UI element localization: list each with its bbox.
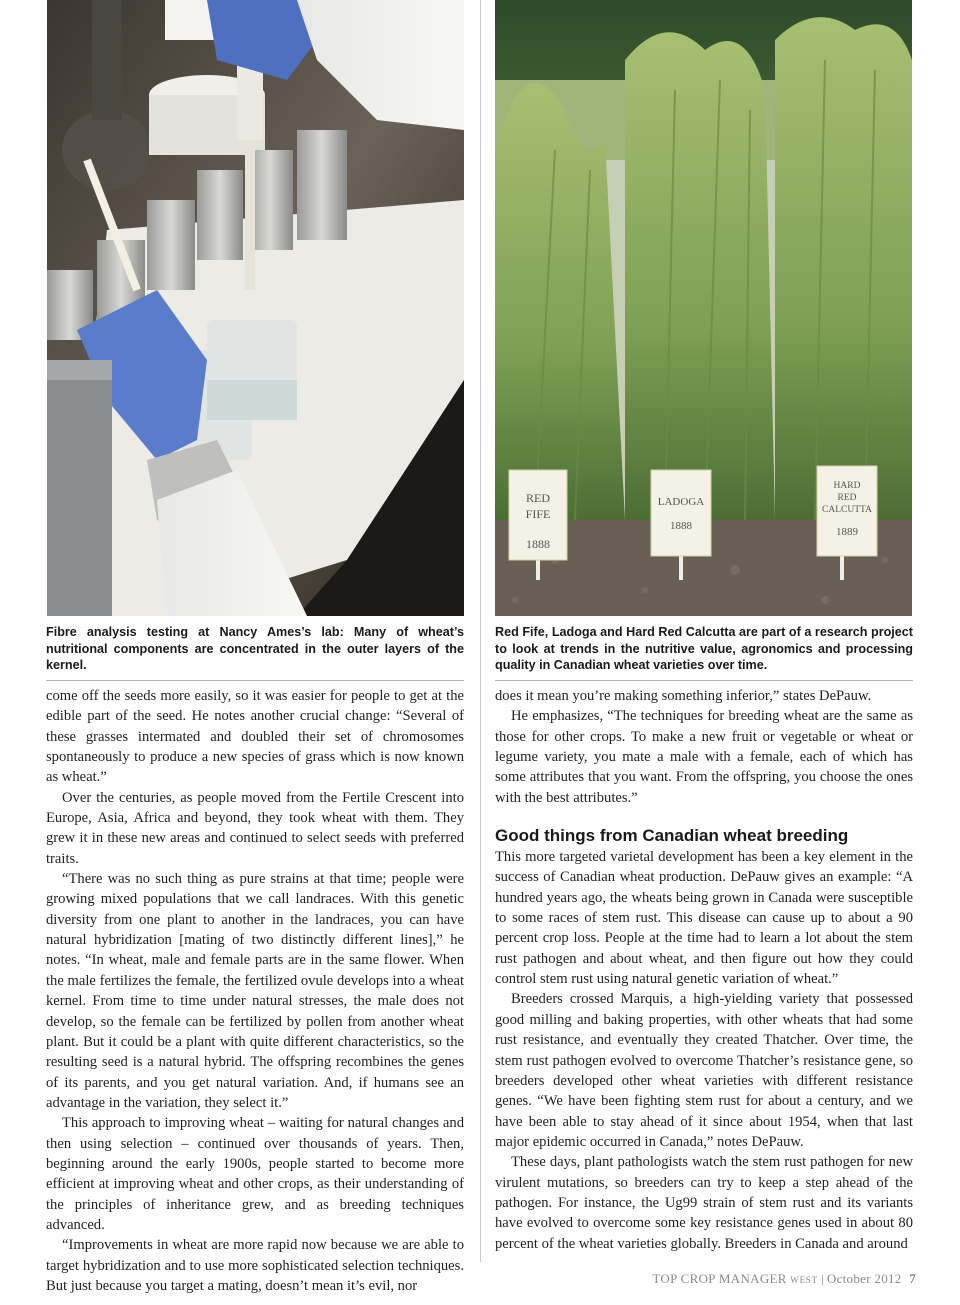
magazine-name: TOP CROP MANAGER: [652, 1271, 787, 1286]
section-heading: Good things from Canadian wheat breeding: [495, 826, 849, 846]
body-paragraph: “There was no such thing as pure strains at that time; people were growing mixed populations that we call landraces. With this genetic diversity from one plant to another in the landraces, you can have natural hybridization [mating of two distinctly different lines],” he notes. “In wheat, male and female parts are in the same flower. When the male fertilizes the female, the fertilized ovule develops into a wheat kernel. From time to time under natural stresses, the male does not develop, so the female can be fertilized by pollen from another wheat plant. But it could be a plant with quite different characteristics, so the resulting seed is a natural hybrid. The offspring recombines the genes of its parents, and you get natural variation. And, if humans see an advantage in the variation, they select it.”: [46, 871, 464, 1111]
body-paragraph: does it mean you’re making something inferior,” states DePauw.: [495, 688, 872, 704]
body-paragraph: This approach to improving wheat – waiting for natural changes and then using selection – continued over thousands of years. Then, beginning around the early 1900s, people started to become more efficient at improving wheat and other crops, as their understanding of the principles of inheritance grew, and as breeding techniques advanced.: [46, 1115, 464, 1233]
sign-ladoga: LADOGA 1888: [657, 496, 705, 532]
body-paragraph: Over the centuries, as people moved from the Fertile Crescent into Europe, Asia, Africa and beyond, they took wheat with them. They grew it in these new areas and continued to select seeds with preferred traits.: [46, 789, 464, 867]
photo-caption-right: Red Fife, Ladoga and Hard Red Calcutta are part of a research project to look at trends in the nutritive value, agronomics and processing quality in Canadian wheat varieties over time.: [495, 625, 913, 672]
lab-photo: [47, 0, 464, 616]
body-paragraph: This more targeted varietal development has been a key element in the success of Canadian wheat production. DePauw gives an example: “A hundred years ago, the wheats being grown in Canada were susceptible to some races of stem rust. This disease can cause up to about a 90 percent crop loss. People at the time had to learn a lot about the stem rust pathogen and about wheat, and then figure out how they could control stem rust using natural genetic variation of wheat.”: [495, 849, 913, 988]
body-paragraph: come off the seeds more easily, so it was easier for people to get at the edible part of the seed. He notes another crucial change: “Several of these grasses intermated and doubled their set of chromosomes spontaneously to produce a new species of grass which is now known as wheat.”: [46, 688, 464, 786]
photo-caption-left: Fibre analysis testing at Nancy Ames’s lab: Many of wheat’s nutritional components are concentrated in the outer layers of the kernel.: [46, 625, 464, 672]
body-paragraph: These days, plant pathologists watch the stem rust pathogen for new virulent mutations, so breeders can try to keep a step ahead of the pathogen. For instance, the Ug99 strain of stem rust and its variants have evolved to overcome some key resistance genes used in about 80 percent of the wheat varieties globally. Breeders in Canada and around: [495, 1154, 913, 1252]
footer-separator: |: [820, 1271, 824, 1286]
article-column-left: [46, 686, 464, 1296]
page-number: 7: [909, 1271, 916, 1286]
edition-label: WEST: [790, 1275, 818, 1285]
issue-date: October 2012: [826, 1271, 902, 1286]
article-column-right: [495, 686, 913, 1254]
page-footer: [652, 1271, 916, 1287]
body-paragraph: He emphasizes, “The techniques for breeding wheat are the same as those for other crops. To make a new fruit or vegetable or wheat or legume variety, you mate a male with a female, each of which has some attributes that you want. From the offspring, you choose the ones with the best attributes.”: [495, 708, 913, 806]
body-paragraph: “Improvements in wheat are more rapid now because we are able to target hybridization and to use more sophisticated selection techniques. But just because you target a mating, doesn’t mean it’s evil, nor: [46, 1237, 464, 1294]
caption-rule-left: [46, 680, 464, 681]
body-paragraph: Breeders crossed Marquis, a high-yielding variety that possessed good milling and baking properties, with other wheats that had some rust resistance, and eventually they created Thatcher. Over time, the stem rust pathogen evolved to overcome Thatcher’s resistance gene, so breeders developed other wheat varieties with different resistance genes. “We have been fighting stem rust for about a century, and we have been able to stay ahead of it since about 1954, when that last major epidemic occurred in Canada,” notes DePauw.: [495, 991, 913, 1150]
sign-hard-red-calcutta: HARD RED CALCUTTA 1889: [822, 481, 872, 538]
sign-red-fife: RED FIFE 1888: [525, 491, 551, 551]
caption-rule-right: [495, 680, 913, 681]
column-divider: [480, 0, 481, 1262]
